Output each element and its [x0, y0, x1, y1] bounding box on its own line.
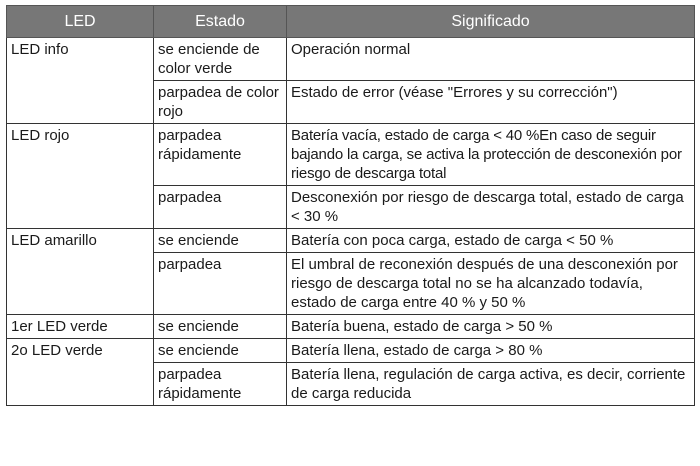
table-row	[7, 315, 695, 339]
estado-cell: parpadea	[154, 253, 287, 315]
estado-cell: parpadea rápidamente	[154, 124, 287, 186]
significado-cell: Batería buena, estado de carga > 50 %	[287, 315, 695, 339]
significado-cell: Estado de error (véase "Errores y su corrección")	[287, 81, 695, 124]
significado-cell: Operación normal	[287, 38, 695, 81]
table-row	[7, 124, 695, 186]
table-row	[7, 229, 695, 253]
significado-cell: Batería con poca carga, estado de carga < 50 %	[287, 229, 695, 253]
table-row	[7, 38, 695, 81]
led-name-cell: 2o LED verde	[7, 339, 154, 406]
estado-cell: se enciende	[154, 339, 287, 363]
significado-cell: Desconexión por riesgo de descarga total, estado de carga < 30 %	[287, 186, 695, 229]
table-row	[7, 339, 695, 363]
led-name-cell: 1er LED verde	[7, 315, 154, 339]
led-name-cell: LED info	[7, 38, 154, 124]
significado-cell: Batería llena, estado de carga > 80 %	[287, 339, 695, 363]
estado-cell: parpadea rápidamente	[154, 363, 287, 406]
estado-cell: se enciende	[154, 315, 287, 339]
column-header-estado: Estado	[154, 6, 287, 38]
table-header-row	[7, 6, 695, 38]
estado-cell: se enciende de color verde	[154, 38, 287, 81]
significado-cell: El umbral de reconexión después de una desconexión por riesgo de descarga total no se ha alcanzado todavía, estado de carga entre 40 % y 50 %	[287, 253, 695, 315]
estado-cell: se enciende	[154, 229, 287, 253]
led-status-table	[6, 5, 695, 406]
estado-cell: parpadea	[154, 186, 287, 229]
column-header-significado: Significado	[287, 6, 695, 38]
estado-cell: parpadea de color rojo	[154, 81, 287, 124]
led-name-cell: LED rojo	[7, 124, 154, 229]
led-name-cell: LED amarillo	[7, 229, 154, 315]
significado-cell: Batería llena, regulación de carga activa, es decir, corriente de carga reducida	[287, 363, 695, 406]
column-header-led: LED	[7, 6, 154, 38]
significado-cell: Batería vacía, estado de carga < 40 %En caso de seguir bajando la carga, se activa la protección de desconexión por riesgo de descarga total	[287, 124, 695, 186]
